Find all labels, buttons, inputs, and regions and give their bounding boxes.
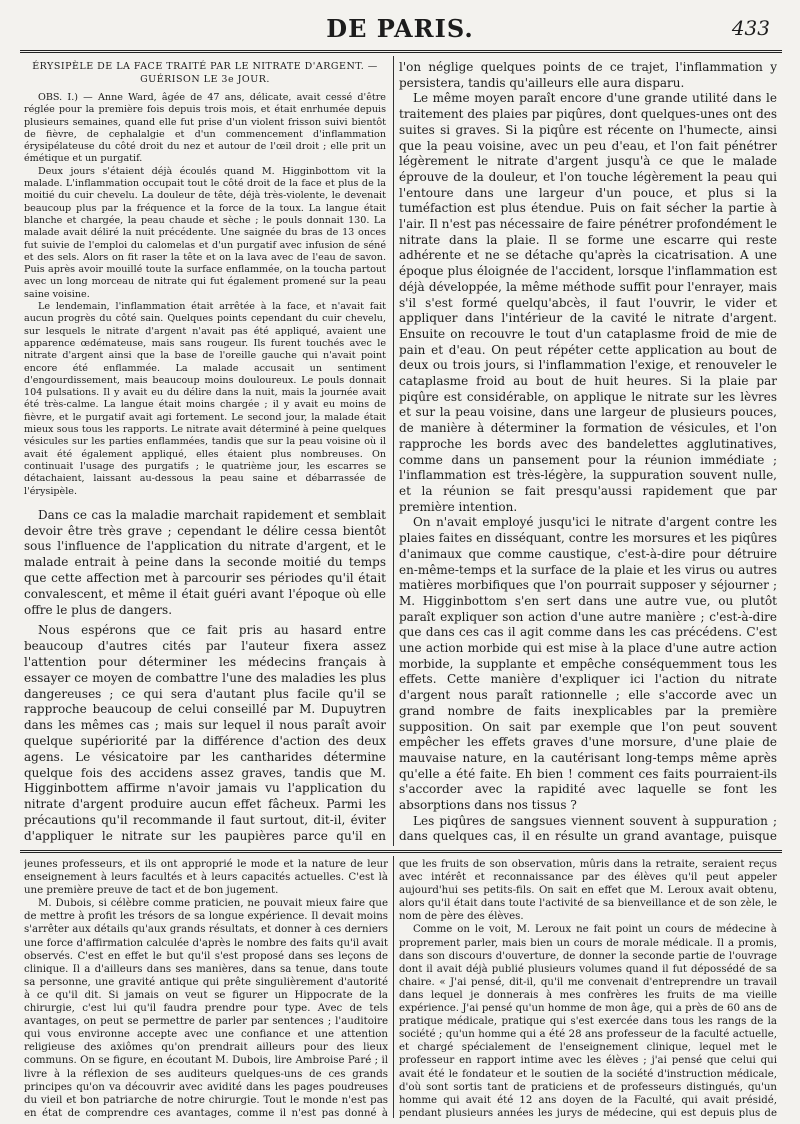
feuilleton-paragraph: que les fruits de son observation, mûris dans la retraite, seraient reçus avec intérêt et reconnaissance par des élèves qu'il peut appeler aujourd'hui ses petits-fils. On sait en effet que M. Leroux avait obtenu, alors qu'il était dans toute l'activité de sa bienveillance et de son zèle, le nom de père des élèves. <box>399 859 777 923</box>
body-paragraph: l'on néglige quelques points de ce trajet, l'inflammation y persistera, tandis qu'ailleurs elle aura disparu. <box>399 60 777 90</box>
feuilleton-divider <box>393 856 394 1118</box>
observation-paragraph: Deux jours s'étaient déjà écoulés quand M. Higginbottom vit la malade. L'inflammation occupait tout le côté droit de la face et plus de la moitié du cuir chevelu. La douleur de tête, déjà très-violente, le devenait beaucoup plus par la fréquence et la force de la toux. La langue était blanche et chargée, la peau chaude et sèche ; le pouls donnait 130. La malade avait déliré la nuit précédente. Une saignée du bras de 13 onces fut suivie de l'emploi du calomelas et d'un purgatif avec infusion de séné et des sels. Alors on fit raser la tête et on la lava avec de l'eau de savon. Puis après avoir mouillé toute la surface enflammée, on la toucha partout avec un long morceau de nitrate qui fut également promené sur la peau saine voisine. <box>24 165 386 300</box>
feuilleton-right <box>399 858 777 1120</box>
page-title: DE PARIS. <box>326 14 474 43</box>
feuilleton-paragraph: Comme on le voit, M. Leroux ne fait point un cours de médecine à proprement parler, mais bien un cours de morale médicale. Il a promis, dans son discours d'ouverture, de donner la seconde partie de l'ouvrage dont il avait déjà publié plusieurs volumes quand il fut dépossédé de sa chaire. « J'ai pensé, dit-il, qu'il me convenait d'entreprendre un travail dans lequel je donnerais à mes confrères les fruits de ma vieille expérience. J'ai pensé qu'un homme de mon âge, qui a près de 60 ans de pratique médicale, pratique qui s'est exercée dans tous les rangs de la société ; qu'un homme qui a été 28 ans professeur de la faculté actuelle, et chargé spécialement de l'enseignement clinique, lequel met le professeur en rapport intime avec les élèves ; j'ai pensé que celui qui avait été le fondateur et le soutien de la société d'instruction médicale, d'où sont sortis tant de praticiens et de professeurs distingués, qu'un homme qui avait été 12 ans doyen de la Faculté, qui avait présidé, pendant plusieurs années les jurys de médecine, qui est depuis plus de <box>399 924 777 1119</box>
right-column <box>399 60 777 845</box>
article-heading-line-1: ÉRYSIPÈLE DE LA FACE TRAITÉ PAR LE NITRATE D'ARGENT. — <box>32 61 378 72</box>
page-number: 433 <box>731 16 770 40</box>
article-heading <box>24 60 386 86</box>
feuilleton-paragraph: M. Dubois, si célèbre comme praticien, ne pouvait mieux faire que de mettre à profit les trésors de sa longue expérience. Il devait moins s'arrêter aux détails qu'aux grands résultats, et donner à ces derniers une force d'affirmation calculée d'après le nombre des faits qu'il avait observés. C'est en effet le but qu'il s'est proposé dans ses leçons de clinique. Il a d'ailleurs dans ses manières, dans sa tenue, dans toute sa personne, une gravité antique qui prête singulièrement d'autorité à ce qu'il dit. Si jamais on veut se figurer un Hippocrate de la chirurgie, c'est lui qu'il faudra prendre pour type. Avec de tels avantages, on peut se permettre de parler par sentences ; l'auditoire qui vous environne accepte avec une confiance et une attention religieuse des axiômes qu'on prendrait ailleurs pour des lieux communs. On se figure, en écoutant M. Dubois, lire Ambroise Paré ; il livre à la réflexion de ses auditeurs quelques-uns de ces grands principes qu'on va découvrir avec avidité dans les pages poudreuses du vieil et bon patriarche de notre chirurgie. Tout le monde n'est pas en état de comprendre ces avantages, comme il n'est pas donné à <box>24 898 388 1119</box>
feuilleton-rule <box>20 850 782 853</box>
observation-paragraph: OBS. I.) — Anne Ward, âgée de 47 ans, délicate, avait cessé d'être réglée pour la première fois depuis trois mois, et était enrhumée depuis plusieurs semaines, quand elle fut prise d'un violent frisson suivi bientôt de fièvre, de cephalalgie et d'un commencement d'inflammation érysipélateuse du côté droit du nez et autour de l'œil droit ; elle prit un émétique et un purgatif. <box>24 92 386 165</box>
page-header <box>20 14 780 44</box>
body-paragraph: On n'avait employé jusqu'ici le nitrate d'argent contre les plaies faites en disséquant, contre les morsures et les piqûres d'animaux que comme caustique, c'est-à-dire pour détruire en-même-temps et la surface de la plaie et les virus ou autres matières morbifiques que l'on pourrait supposer y séjourner ; M. Higginbottom s'en sert dans une autre vue, ou plutôt paraît expliquer son action d'une autre manière ; c'est-à-dire que dans ces cas il agit comme dans les cas précédens. C'est une action morbide qui est mise à la place d'une autre action morbide, la supplante et empêche conséquemment tous les effets. Cette manière d'expliquer ici l'action du nitrate d'argent nous paraît rationnelle ; elle s'accorde avec un grand nombre de faits inexplicables par la première supposition. On sait par exemple que l'on peut souvent empêcher les effets graves d'une morsure, d'une plaie de mauvaise nature, en la cautérisant long-temps même après qu'elle a été faite. Eh bien ! comment ces faits pourraient-ils s'accorder avec la rapidité avec laquelle se font les absorptions dans nos tissus ? <box>399 515 777 813</box>
column-divider <box>393 56 394 846</box>
left-column <box>24 60 386 845</box>
feuilleton-left <box>24 858 388 1120</box>
header-rule <box>20 50 782 53</box>
feuilleton-paragraph: jeunes professeurs, et ils ont approprié le mode et la nature de leur enseignement à leurs facultés et à leurs capacités actuelles. C'est là une première preuve de tact et de bon jugement. <box>24 859 388 897</box>
observation-paragraph: Le lendemain, l'inflammation était arrêtée à la face, et n'avait fait aucun progrès du côté sain. Quelques points cependant du cuir chevelu, sur lesquels le nitrate d'argent n'avait pas été appliqué, avaient une apparence œdémateuse, mais sans rougeur. Ils furent touchés avec le nitrate d'argent ainsi que la base de l'oreille gauche qui n'avait point encore été enflammée. La malade accusait un sentiment d'engourdissement, mais beaucoup moins douloureux. Le pouls donnait 104 pulsations. Il y avait eu du délire dans la nuit, mais la journée avait été très-calme. La langue était moins chargée ; il y avait eu moins de fièvre, et le purgatif avait agi fortement. Le second jour, la malade était mieux sous tous les rapports. Le nitrate avait déterminé à peine quelques vésicules sur les parties enflammées, tandis que sur la peau voisine où il avait été également appliqué, elles étaient plus nombreuses. On continuait l'usage des purgatifs ; le quatrième jour, les escarres se détachaient, laissant au-dessous la peau saine et débarrassée de l'érysipèle. <box>24 301 386 497</box>
body-paragraph: Les piqûres de sangsues viennent souvent à suppuration ; dans quelques cas, il en résulte un grand avantage, puisque <box>399 813 777 844</box>
body-paragraph: Dans ce cas la maladie marchait rapidement et semblait devoir être très grave ; cependant le délire cessa bientôt sous l'influence de l'application du nitrate d'argent, et le malade entrait à peine dans la seconde moitié du temps que cette affection met à parcourir ses périodes qu'il était convalescent, et même il était guéri avant l'époque où elle offre le plus de dangers. <box>24 507 386 617</box>
article-heading-line-2: GUÉRISON LE 3e JOUR. <box>140 74 270 85</box>
body-paragraph: Le même moyen paraît encore d'une grande utilité dans le traitement des plaies par piqûres, dont quelques-unes ont des suites si graves. Si la piqûre est récente on l'humecte, ainsi que la peau voisine, avec un peu d'eau, et l'on fait pénétrer légèrement le nitrate d'argent jusqu'à ce que le malade éprouve de la douleur, et l'on touche légèrement la peau qui l'entoure dans une largeur d'un pouce, et plus si la tuméfaction est plus étendue. Puis on fait sécher la partie à l'air. Il n'est pas nécessaire de faire pénétrer profondément le nitrate dans la plaie. Il se forme une escarre qui reste adhérente et ne se détache qu'après la cicatrisation. A une époque plus éloignée de l'accident, lorsque l'inflammation est déjà développée, la même méthode suffit pour l'enrayer, mais s'il s'est formé quelqu'abcès, il faut l'ouvrir, le vider et appliquer dans l'intérieur de la cavité le nitrate d'argent. Ensuite on recouvre le tout d'un cataplasme froid de mie de pain et d'eau. On peut répéter cette application au bout de deux ou trois jours, si l'inflammation l'exige, et renouveler le cataplasme froid au bout de huit heures. Si la plaie par piqûre est considérable, on applique le nitrate sur les lèvres et sur la peau voisine, dans une largeur de plusieurs pouces, de manière à déterminer la formation de vésicules, et l'on rapproche les bords avec des bandelettes agglutinatives, comme dans un pansement pour la réunion immédiate ; l'inflammation est très-légère, la suppuration souvent nulle, et la réunion se fait presqu'aussi rapidement que par première intention. <box>399 91 777 514</box>
body-paragraph: Nous espérons que ce fait pris au hasard entre beaucoup d'autres cités par l'auteur fixera assez l'attention pour déterminer les médecins français à essayer ce moyen de combattre l'une des maladies les plus dangereuses ; ce qui sera d'autant plus facile qu'il se rapproche beaucoup de celui conseillé par M. Dupuytren dans les mêmes cas ; mais sur lequel il nous paraît avoir quelque supériorité par la différence d'action des deux agens. Le vésicatoire par les cantharides détermine quelque fois des accidens assez graves, tandis que M. Higginbottem affirme n'avoir jamais vu l'application du nitrate d'argent produire aucun effet fâcheux. Parmi les précautions qu'il recommande il faut surtout, dit-il, éviter d'appliquer le nitrate sur les paupières parce qu'il en <box>24 623 386 843</box>
